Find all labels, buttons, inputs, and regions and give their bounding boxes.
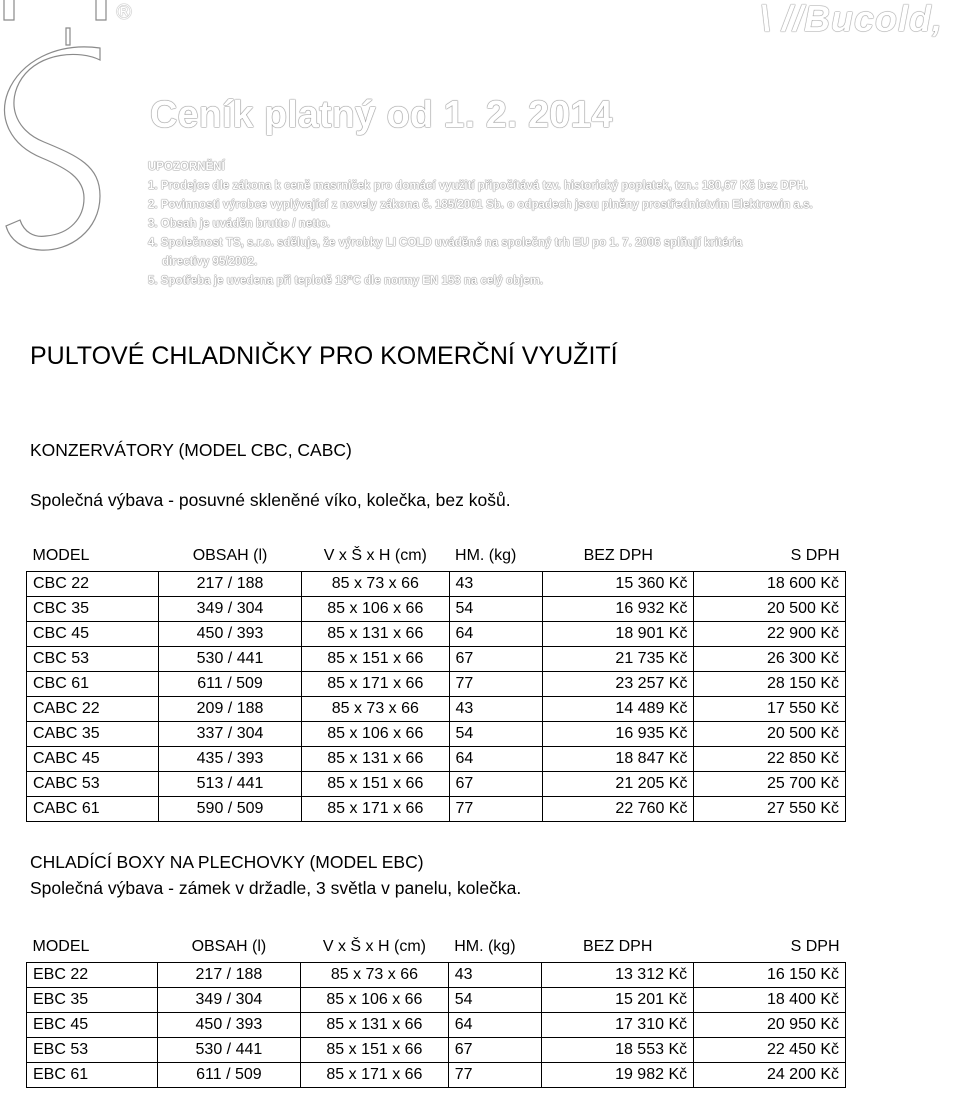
price-gross-cell: 20 500 Kč bbox=[694, 597, 846, 622]
table-row bbox=[27, 572, 846, 597]
section1-equipment: Společná výbava - posuvné skleněné víko, kolečka, bez košů. bbox=[30, 490, 511, 510]
dimensions-cell: 85 x 106 x 66 bbox=[302, 597, 449, 622]
price-net-cell: 23 257 Kč bbox=[543, 672, 694, 697]
dimensions-cell: 85 x 73 x 66 bbox=[302, 697, 449, 722]
volume-cell: 611 / 509 bbox=[157, 1063, 300, 1088]
notice-line: 3. Obsah je uváděn brutto / netto. bbox=[148, 218, 331, 230]
dimensions-cell: 85 x 73 x 66 bbox=[301, 963, 449, 988]
table-row bbox=[27, 1013, 846, 1038]
dimensions-cell: 85 x 171 x 66 bbox=[301, 1063, 449, 1088]
section1-title: KONZERVÁTORY (MODEL CBC, CABC) bbox=[30, 440, 352, 460]
table-header-row bbox=[27, 932, 846, 963]
model-cell: CABC 45 bbox=[27, 747, 159, 772]
company-logo bbox=[0, 0, 120, 300]
dimensions-cell: 85 x 131 x 66 bbox=[302, 622, 449, 647]
price-gross-cell: 18 600 Kč bbox=[694, 572, 846, 597]
price-gross-cell: 26 300 Kč bbox=[694, 647, 846, 672]
dimensions-cell: 85 x 151 x 66 bbox=[302, 647, 449, 672]
table-row bbox=[27, 672, 846, 697]
price-gross-cell: 24 200 Kč bbox=[694, 1063, 846, 1088]
volume-cell: 349 / 304 bbox=[158, 597, 301, 622]
column-header: V x Š x H (cm) bbox=[302, 541, 449, 572]
table-row bbox=[27, 622, 846, 647]
price-gross-cell: 20 500 Kč bbox=[694, 722, 846, 747]
section1-price-table bbox=[26, 541, 846, 822]
table-row bbox=[27, 597, 846, 622]
column-header: V x Š x H (cm) bbox=[301, 932, 449, 963]
model-cell: CBC 45 bbox=[27, 622, 159, 647]
main-heading: PULTOVÉ CHLADNIČKY PRO KOMERČNÍ VYUŽITÍ bbox=[30, 342, 618, 370]
dimensions-cell: 85 x 151 x 66 bbox=[301, 1038, 449, 1063]
volume-cell: 217 / 188 bbox=[158, 572, 301, 597]
model-cell: CBC 22 bbox=[27, 572, 159, 597]
notice-line: 4. Společnost TS, s.r.o. sděluje, že výrobky LI COLD uváděné na společný trh EU po 1. 7. 2006 splňují kritéria bbox=[148, 237, 743, 249]
notice-block bbox=[148, 158, 948, 291]
volume-cell: 590 / 509 bbox=[158, 797, 301, 822]
table-row bbox=[27, 772, 846, 797]
dimensions-cell: 85 x 73 x 66 bbox=[302, 572, 449, 597]
weight-cell: 64 bbox=[448, 1013, 542, 1038]
model-cell: CBC 53 bbox=[27, 647, 159, 672]
weight-cell: 43 bbox=[449, 572, 543, 597]
volume-cell: 349 / 304 bbox=[157, 988, 300, 1013]
model-cell: EBC 35 bbox=[27, 988, 158, 1013]
weight-cell: 64 bbox=[449, 747, 543, 772]
notice-line: 2. Povinnosti výrobce vyplývající z novely zákona č. 185/2001 Sb. o odpadech jsou plněny prostřednictvím Elektrowin a.s. bbox=[148, 199, 813, 211]
weight-cell: 64 bbox=[449, 622, 543, 647]
volume-cell: 209 / 188 bbox=[158, 697, 301, 722]
volume-cell: 450 / 393 bbox=[158, 622, 301, 647]
price-net-cell: 15 201 Kč bbox=[542, 988, 694, 1013]
price-net-cell: 18 901 Kč bbox=[543, 622, 694, 647]
dimensions-cell: 85 x 171 x 66 bbox=[302, 672, 449, 697]
volume-cell: 217 / 188 bbox=[157, 963, 300, 988]
table-row bbox=[27, 797, 846, 822]
column-header: HM. (kg) bbox=[448, 932, 542, 963]
model-cell: CBC 35 bbox=[27, 597, 159, 622]
column-header: OBSAH (l) bbox=[157, 932, 300, 963]
weight-cell: 43 bbox=[448, 963, 542, 988]
brand-wordmark: \ //Bucold, bbox=[760, 0, 944, 39]
price-net-cell: 21 735 Kč bbox=[543, 647, 694, 672]
price-gross-cell: 27 550 Kč bbox=[694, 797, 846, 822]
price-net-cell: 13 312 Kč bbox=[542, 963, 694, 988]
price-net-cell: 18 553 Kč bbox=[542, 1038, 694, 1063]
price-net-cell: 22 760 Kč bbox=[543, 797, 694, 822]
table-row bbox=[27, 722, 846, 747]
model-cell: CABC 61 bbox=[27, 797, 159, 822]
volume-cell: 450 / 393 bbox=[157, 1013, 300, 1038]
price-net-cell: 21 205 Kč bbox=[543, 772, 694, 797]
volume-cell: 337 / 304 bbox=[158, 722, 301, 747]
notice-heading: UPOZORNĚNÍ bbox=[148, 161, 225, 173]
price-gross-cell: 16 150 Kč bbox=[694, 963, 846, 988]
column-header: S DPH bbox=[694, 541, 846, 572]
model-cell: EBC 53 bbox=[27, 1038, 158, 1063]
volume-cell: 435 / 393 bbox=[158, 747, 301, 772]
section2-equipment: Společná výbava - zámek v držadle, 3 světla v panelu, kolečka. bbox=[30, 878, 522, 898]
model-cell: EBC 22 bbox=[27, 963, 158, 988]
table-row bbox=[27, 988, 846, 1013]
weight-cell: 67 bbox=[449, 772, 543, 797]
volume-cell: 611 / 509 bbox=[158, 672, 301, 697]
weight-cell: 43 bbox=[449, 697, 543, 722]
model-cell: EBC 45 bbox=[27, 1013, 158, 1038]
model-cell: CABC 53 bbox=[27, 772, 159, 797]
price-net-cell: 17 310 Kč bbox=[542, 1013, 694, 1038]
dimensions-cell: 85 x 131 x 66 bbox=[301, 1013, 449, 1038]
column-header: BEZ DPH bbox=[542, 932, 694, 963]
table-row bbox=[27, 697, 846, 722]
table-row bbox=[27, 963, 846, 988]
price-gross-cell: 17 550 Kč bbox=[694, 697, 846, 722]
model-cell: CABC 35 bbox=[27, 722, 159, 747]
column-header: HM. (kg) bbox=[449, 541, 543, 572]
column-header: OBSAH (l) bbox=[158, 541, 301, 572]
weight-cell: 77 bbox=[449, 797, 543, 822]
weight-cell: 54 bbox=[449, 722, 543, 747]
table-row bbox=[27, 747, 846, 772]
weight-cell: 77 bbox=[449, 672, 543, 697]
volume-cell: 530 / 441 bbox=[158, 647, 301, 672]
weight-cell: 67 bbox=[449, 647, 543, 672]
column-header: MODEL bbox=[27, 541, 159, 572]
dimensions-cell: 85 x 171 x 66 bbox=[302, 797, 449, 822]
table-header-row bbox=[27, 541, 846, 572]
price-gross-cell: 22 900 Kč bbox=[694, 622, 846, 647]
column-header: S DPH bbox=[694, 932, 846, 963]
volume-cell: 530 / 441 bbox=[157, 1038, 300, 1063]
table-row bbox=[27, 647, 846, 672]
dimensions-cell: 85 x 131 x 66 bbox=[302, 747, 449, 772]
weight-cell: 54 bbox=[449, 597, 543, 622]
price-gross-cell: 22 450 Kč bbox=[694, 1038, 846, 1063]
table-row bbox=[27, 1038, 846, 1063]
price-net-cell: 19 982 Kč bbox=[542, 1063, 694, 1088]
price-net-cell: 14 489 Kč bbox=[543, 697, 694, 722]
price-net-cell: 18 847 Kč bbox=[543, 747, 694, 772]
price-list-title: Ceník platný od 1. 2. 2014 bbox=[150, 94, 613, 136]
dimensions-cell: 85 x 106 x 66 bbox=[301, 988, 449, 1013]
price-net-cell: 15 360 Kč bbox=[543, 572, 694, 597]
price-gross-cell: 28 150 Kč bbox=[694, 672, 846, 697]
notice-line: directivy 95/2002. bbox=[162, 256, 258, 268]
registered-mark: ® bbox=[114, 0, 134, 24]
model-cell: CABC 22 bbox=[27, 697, 159, 722]
model-cell: CBC 61 bbox=[27, 672, 159, 697]
price-gross-cell: 25 700 Kč bbox=[694, 772, 846, 797]
weight-cell: 54 bbox=[448, 988, 542, 1013]
notice-line: 5. Spotřeba je uvedena při teplotě 18°C dle normy EN 153 na celý objem. bbox=[148, 275, 544, 287]
model-cell: EBC 61 bbox=[27, 1063, 158, 1088]
price-gross-cell: 22 850 Kč bbox=[694, 747, 846, 772]
volume-cell: 513 / 441 bbox=[158, 772, 301, 797]
section2-title: CHLADÍCÍ BOXY NA PLECHOVKY (MODEL EBC) bbox=[30, 852, 424, 872]
price-gross-cell: 20 950 Kč bbox=[694, 1013, 846, 1038]
column-header: MODEL bbox=[27, 932, 158, 963]
column-header: BEZ DPH bbox=[543, 541, 694, 572]
weight-cell: 67 bbox=[448, 1038, 542, 1063]
document-header bbox=[0, 0, 960, 290]
price-net-cell: 16 935 Kč bbox=[543, 722, 694, 747]
notice-line: 1. Prodejce dle zákona k ceně masrniček pro domácí využití připočítává tzv. historický poplatek, tzn.: 180,67 Kč bez DPH. bbox=[148, 180, 808, 192]
price-net-cell: 16 932 Kč bbox=[543, 597, 694, 622]
section2-price-table bbox=[26, 932, 846, 1088]
table-row bbox=[27, 1063, 846, 1088]
dimensions-cell: 85 x 151 x 66 bbox=[302, 772, 449, 797]
weight-cell: 77 bbox=[448, 1063, 542, 1088]
dimensions-cell: 85 x 106 x 66 bbox=[302, 722, 449, 747]
price-gross-cell: 18 400 Kč bbox=[694, 988, 846, 1013]
